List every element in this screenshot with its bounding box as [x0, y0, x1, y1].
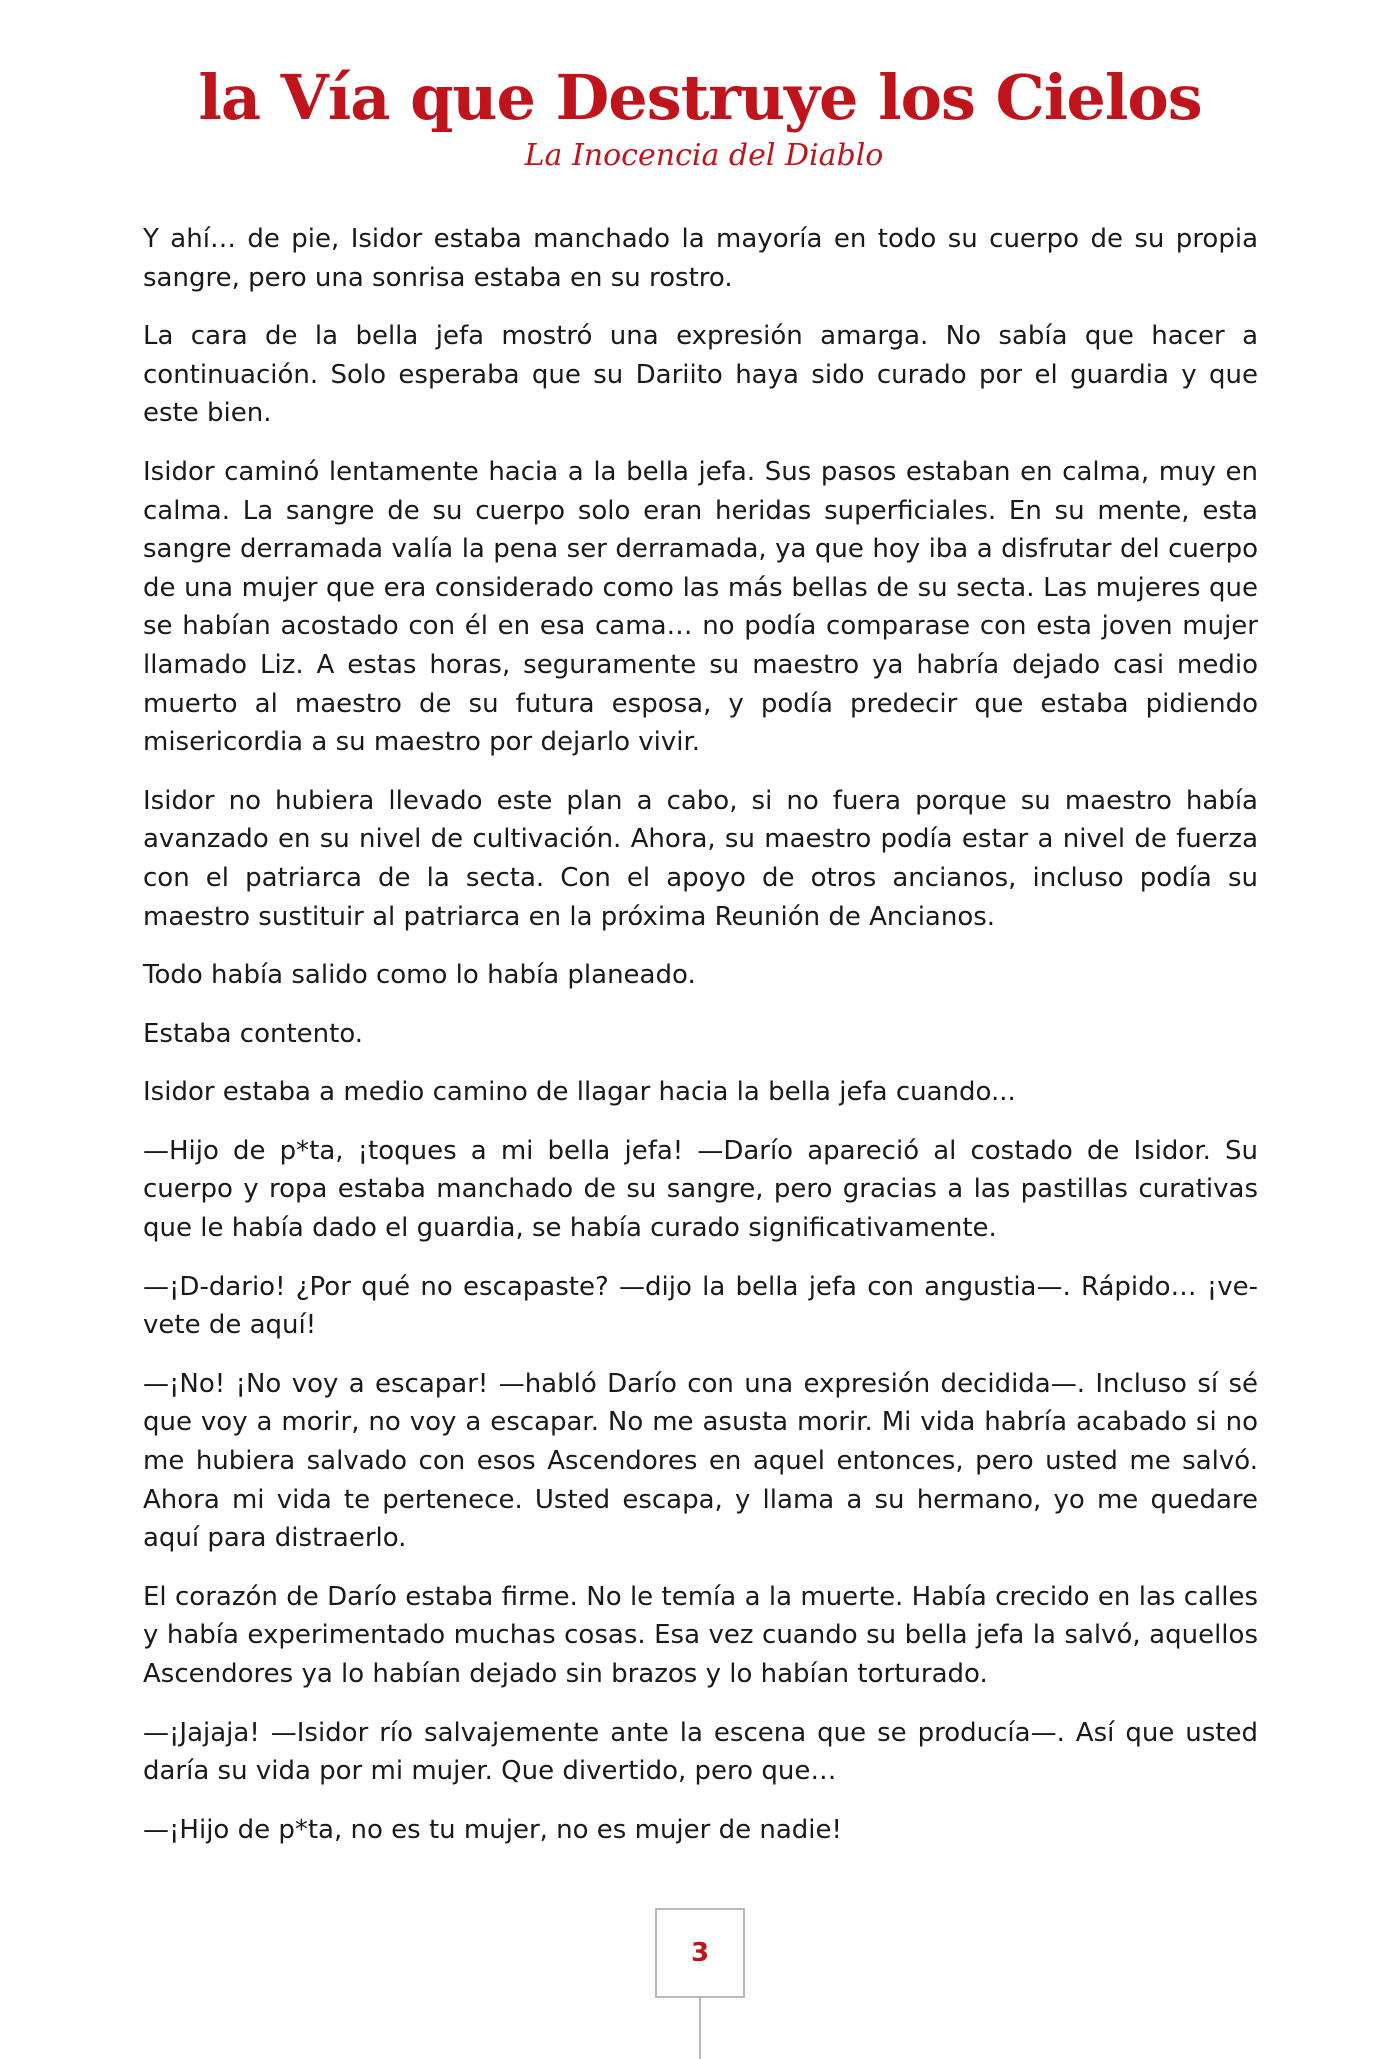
paragraph: —Hijo de p*ta, ¡toques a mi bella jefa! —Darío apareció al costado de Isidor. Su cuerpo y ropa estaba manchado de su sangre, pero gracias a las pastillas curativas que le había dado el guardia, se había curado significativamente.: [143, 1135, 1258, 1244]
paragraph: —¡No! ¡No voy a escapar! —habló Darío con una expresión decidida—. Incluso sí sé que voy a morir, no voy a escapar. No me asusta morir. Mi vida habría acabado si no me hubiera salvado con esos Ascendores en aquel entonces, pero usted me salvó. Ahora mi vida te pertenece. Usted escapa, y llama a su hermano, yo me quedare aquí para distraerlo.: [143, 1368, 1258, 1554]
paragraph: —¡Hijo de p*ta, no es tu mujer, no es mujer de nadie!: [143, 1814, 842, 1845]
chapter-body: [143, 220, 1258, 1869]
book-subtitle: La Inocencia del Diablo: [524, 138, 884, 173]
paragraph: Isidor estaba a medio camino de llagar hacia la bella jefa cuando...: [143, 1077, 1016, 1108]
book-title: la Vía que Destruye los Cielos: [198, 61, 1202, 134]
paragraph: —¡Jajaja! —Isidor río salvajemente ante la escena que se producía—. Así que usted daría su vida por mi mujer. Que divertido, pero que…: [143, 1717, 1258, 1787]
paragraph: Y ahí… de pie, Isidor estaba manchado la mayoría en todo su cuerpo de su propia sangre, pero una sonrisa estaba en su rostro.: [143, 224, 1258, 293]
page-number-connector-line: [699, 1998, 701, 2059]
paragraph: Estaba contento.: [143, 1018, 364, 1049]
paragraph: —¡D-dario! ¿Por qué no escapaste? —dijo la bella jefa con angustia—. Rápido… ¡ve-vete de aquí!: [143, 1271, 1258, 1341]
paragraph: Todo había salido como lo había planeado.: [143, 960, 696, 991]
paragraph: Isidor caminó lentamente hacia a la bella jefa. Sus pasos estaban en calma, muy en calma. La sangre de su cuerpo solo eran heridas superficiales. En su mente, esta sangre derramada valía la pena ser derramada, ya que hoy iba a disfrutar del cuerpo de una mujer que era considerado como las más bellas de su secta. Las mujeres que se habían acostado con él en esa cama… no podía comparase con esta joven mujer llamado Liz. A estas horas, seguramente su maestro ya habría dejado casi medio muerto al maestro de su futura esposa, y podía predecir que estaba pidiendo misericordia a su maestro por dejarlo vivir.: [143, 456, 1258, 758]
page-header: [0, 58, 1400, 174]
paragraph: La cara de la bella jefa mostró una expresión amarga. No sabía que hacer a continuación. Solo esperaba que su Dariito haya sido curado por el guardia y que este bien.: [143, 321, 1258, 429]
paragraph: El corazón de Darío estaba firme. No le temía a la muerte. Había crecido en las calles y había experimentado muchas cosas. Esa vez cuando su bella jefa la salvó, aquellos Ascendores ya lo habían dejado sin brazos y lo habían torturado.: [143, 1581, 1258, 1689]
paragraph: Isidor no hubiera llevado este plan a cabo, si no fuera porque su maestro había avanzado en su nivel de cultivación. Ahora, su maestro podía estar a nivel de fuerza con el patriarca de la secta. Con el apoyo de otros ancianos, incluso podía su maestro sustituir al patriarca en la próxima Reunión de Ancianos.: [143, 785, 1258, 932]
page-number: 3: [690, 1938, 710, 1968]
page-number-box: [655, 1908, 745, 1998]
